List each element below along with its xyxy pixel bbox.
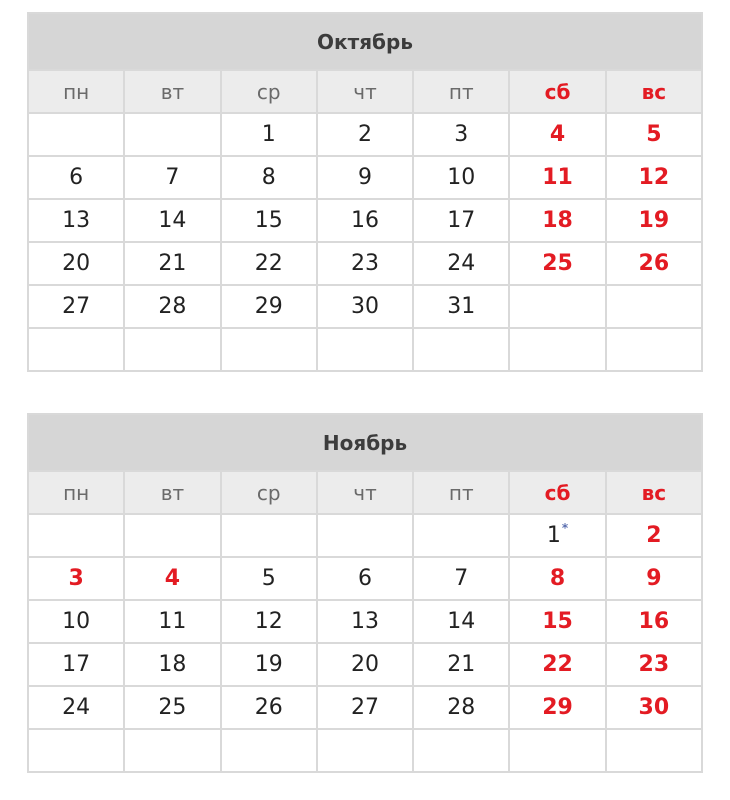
- weekday-header-row: [28, 471, 702, 514]
- day-cell: [413, 600, 509, 643]
- day-number: 9: [357, 165, 372, 190]
- day-cell: [509, 514, 605, 557]
- day-number: 30: [638, 695, 670, 720]
- calendar-november: [27, 413, 703, 773]
- day-number: 22: [254, 251, 283, 276]
- day-number: 1: [546, 523, 561, 548]
- day-cell: [509, 328, 605, 371]
- week-row: [28, 285, 702, 328]
- day-cell: [221, 686, 317, 729]
- day-number: 28: [158, 294, 187, 319]
- day-number: 9: [646, 566, 662, 591]
- day-number: 10: [447, 165, 476, 190]
- day-cell: [317, 600, 413, 643]
- day-cell: [28, 328, 124, 371]
- day-cell: [413, 643, 509, 686]
- day-cell: [413, 557, 509, 600]
- day-cell: [28, 557, 124, 600]
- day-number: 28: [447, 695, 476, 720]
- day-number: 29: [254, 294, 283, 319]
- day-cell: [413, 113, 509, 156]
- day-number: 30: [350, 294, 379, 319]
- day-cell: [509, 686, 605, 729]
- month-title: Октябрь: [28, 13, 702, 70]
- day-number: 25: [542, 251, 573, 276]
- day-cell: [509, 729, 605, 772]
- day-cell: [124, 514, 220, 557]
- day-cell: [413, 686, 509, 729]
- day-number: 19: [254, 652, 283, 677]
- day-number: 5: [646, 122, 662, 147]
- day-cell: [509, 600, 605, 643]
- weekday-label: вс: [606, 70, 702, 113]
- day-cell: [606, 113, 702, 156]
- day-cell: [606, 643, 702, 686]
- day-number: 11: [158, 609, 187, 634]
- day-number: 14: [447, 609, 476, 634]
- weekday-label: пн: [28, 70, 124, 113]
- month-table: [27, 12, 703, 372]
- day-number: 17: [447, 208, 476, 233]
- day-cell: [221, 514, 317, 557]
- weekday-header-row: [28, 70, 702, 113]
- day-cell: [509, 113, 605, 156]
- day-cell: [124, 113, 220, 156]
- week-row: [28, 242, 702, 285]
- day-cell: [221, 113, 317, 156]
- day-cell: [221, 643, 317, 686]
- day-number: 11: [542, 165, 573, 190]
- day-number: 16: [638, 609, 670, 634]
- day-number: 18: [158, 652, 187, 677]
- day-number: 20: [350, 652, 379, 677]
- day-cell: [28, 242, 124, 285]
- day-cell: [317, 643, 413, 686]
- day-cell: [221, 328, 317, 371]
- day-cell: [124, 199, 220, 242]
- day-cell: [124, 686, 220, 729]
- week-row: [28, 514, 702, 557]
- day-cell: [413, 242, 509, 285]
- weekday-label: сб: [509, 471, 605, 514]
- day-cell: [317, 156, 413, 199]
- day-number: 18: [542, 208, 573, 233]
- day-number: 15: [542, 609, 573, 634]
- week-row: [28, 328, 702, 371]
- day-cell: [317, 285, 413, 328]
- day-cell: [317, 199, 413, 242]
- day-number: 21: [158, 251, 187, 276]
- day-number: 21: [447, 652, 476, 677]
- day-number: 26: [254, 695, 283, 720]
- weekday-label: ср: [221, 70, 317, 113]
- day-cell: [28, 285, 124, 328]
- week-row: [28, 156, 702, 199]
- day-cell: [28, 199, 124, 242]
- day-cell: [28, 600, 124, 643]
- week-row: [28, 686, 702, 729]
- day-cell: [413, 514, 509, 557]
- day-number: 14: [158, 208, 187, 233]
- day-number: 25: [158, 695, 187, 720]
- day-cell: [28, 113, 124, 156]
- day-cell: [317, 557, 413, 600]
- day-cell: [124, 328, 220, 371]
- day-cell: [413, 328, 509, 371]
- weekday-label: сб: [509, 70, 605, 113]
- day-number: 15: [254, 208, 283, 233]
- day-number: 8: [261, 165, 276, 190]
- day-cell: [606, 242, 702, 285]
- day-cell: [606, 199, 702, 242]
- weekday-label: ср: [221, 471, 317, 514]
- day-cell: [606, 285, 702, 328]
- day-number: 6: [69, 165, 84, 190]
- day-cell: [28, 643, 124, 686]
- day-number: 23: [638, 652, 670, 677]
- day-cell: [317, 729, 413, 772]
- day-cell: [221, 285, 317, 328]
- day-cell: [413, 285, 509, 328]
- day-number: 3: [454, 122, 469, 147]
- weekday-label: чт: [317, 70, 413, 113]
- day-number: 17: [62, 652, 91, 677]
- day-cell: [413, 729, 509, 772]
- weekday-label: пт: [413, 70, 509, 113]
- day-cell: [221, 242, 317, 285]
- day-cell: [28, 156, 124, 199]
- weekday-label: вт: [124, 70, 220, 113]
- day-cell: [28, 514, 124, 557]
- day-cell: [509, 643, 605, 686]
- day-number: 31: [447, 294, 476, 319]
- day-number: 8: [549, 566, 566, 591]
- day-number: 1: [261, 122, 276, 147]
- day-number: 24: [447, 251, 476, 276]
- day-number: 6: [357, 566, 372, 591]
- day-cell: [124, 242, 220, 285]
- day-cell: [606, 557, 702, 600]
- weekday-label: пн: [28, 471, 124, 514]
- day-cell: [317, 113, 413, 156]
- day-cell: [413, 156, 509, 199]
- day-cell: [124, 729, 220, 772]
- week-row: [28, 199, 702, 242]
- day-cell: [317, 242, 413, 285]
- day-number: 3: [68, 566, 84, 591]
- week-row: [28, 600, 702, 643]
- day-cell: [509, 156, 605, 199]
- weekday-label: чт: [317, 471, 413, 514]
- day-cell: [606, 328, 702, 371]
- day-number: 13: [62, 208, 91, 233]
- day-cell: [124, 643, 220, 686]
- day-cell: [509, 199, 605, 242]
- day-number: 24: [62, 695, 91, 720]
- day-cell: [606, 729, 702, 772]
- day-cell: [606, 686, 702, 729]
- day-number: 27: [350, 695, 379, 720]
- weekday-label: пт: [413, 471, 509, 514]
- day-cell: [221, 600, 317, 643]
- day-number: 13: [350, 609, 379, 634]
- day-number: 16: [350, 208, 379, 233]
- day-cell: [509, 557, 605, 600]
- day-cell: [317, 686, 413, 729]
- day-cell: [124, 600, 220, 643]
- week-row: [28, 113, 702, 156]
- day-number: 4: [549, 122, 566, 147]
- day-number: 23: [350, 251, 379, 276]
- day-cell: [221, 156, 317, 199]
- day-cell: [124, 156, 220, 199]
- asterisk-icon: *: [561, 521, 569, 535]
- day-cell: [606, 156, 702, 199]
- day-cell: [606, 600, 702, 643]
- week-row: [28, 557, 702, 600]
- day-cell: [606, 514, 702, 557]
- day-number: 27: [62, 294, 91, 319]
- day-number: 7: [165, 165, 180, 190]
- day-cell: [221, 557, 317, 600]
- weekday-label: вт: [124, 471, 220, 514]
- day-number: 5: [261, 566, 276, 591]
- day-number: 12: [254, 609, 283, 634]
- day-number: 10: [62, 609, 91, 634]
- day-cell: [413, 199, 509, 242]
- month-title: Ноябрь: [28, 414, 702, 471]
- day-number: 20: [62, 251, 91, 276]
- weekday-label: вс: [606, 471, 702, 514]
- day-number: 2: [646, 523, 662, 548]
- day-cell: [509, 285, 605, 328]
- day-number: 26: [638, 251, 670, 276]
- month-table: [27, 413, 703, 773]
- day-number: 12: [638, 165, 670, 190]
- day-number: 4: [164, 566, 181, 591]
- day-cell: [509, 242, 605, 285]
- day-number: 22: [542, 652, 573, 677]
- day-cell: [221, 199, 317, 242]
- day-number: 7: [454, 566, 469, 591]
- day-number: 19: [638, 208, 670, 233]
- day-cell: [221, 729, 317, 772]
- calendar-october: [27, 12, 703, 372]
- week-row: [28, 729, 702, 772]
- day-cell: [317, 328, 413, 371]
- day-number: 2: [357, 122, 372, 147]
- day-cell: [28, 686, 124, 729]
- day-cell: [28, 729, 124, 772]
- day-cell: [317, 514, 413, 557]
- week-row: [28, 643, 702, 686]
- day-cell: [124, 285, 220, 328]
- day-cell: [124, 557, 220, 600]
- day-number: 29: [542, 695, 573, 720]
